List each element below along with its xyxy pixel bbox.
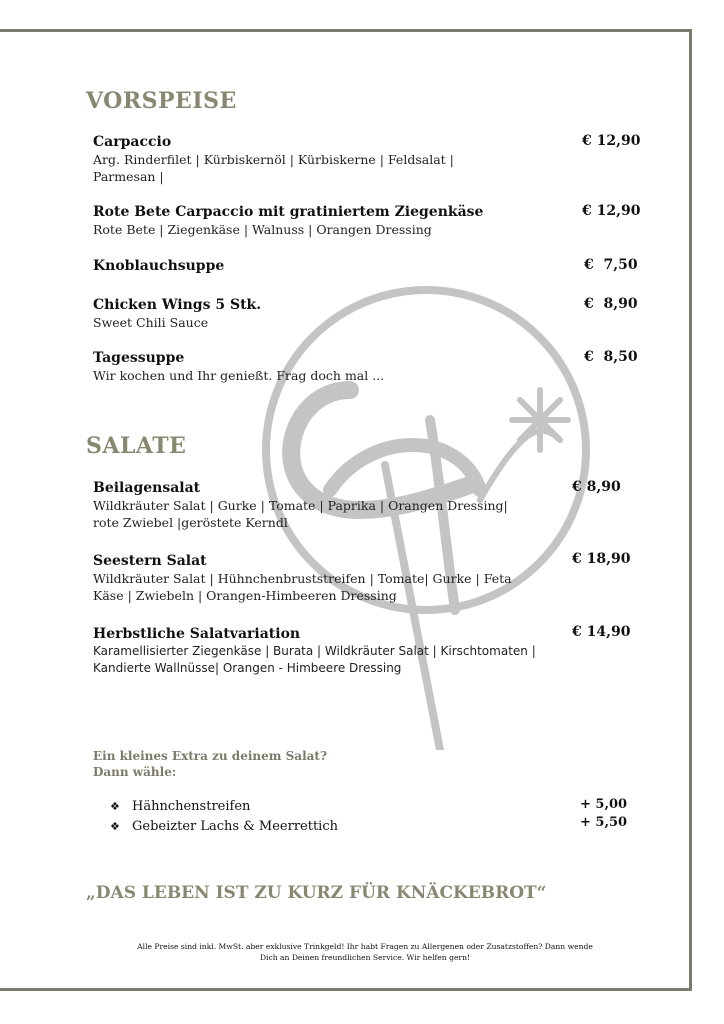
menu-item-name: Tagessuppe <box>93 350 185 366</box>
menu-item-name: Carpaccio <box>93 134 172 150</box>
extras-prices <box>580 796 627 832</box>
diamond-bullet-icon: ❖ <box>110 820 120 833</box>
menu-item-desc: Sweet Chili Sauce <box>93 315 209 330</box>
extras-question-line: Ein kleines Extra zu deinem Salat? <box>93 749 327 763</box>
menu-item-name: Beilagensalat <box>93 480 201 496</box>
list-item <box>110 797 338 817</box>
menu-item-price: € 8,50 <box>584 349 638 365</box>
menu-item-price: € 18,90 <box>572 551 631 567</box>
menu-item-price: € 12,90 <box>582 133 641 149</box>
menu-item <box>93 297 653 331</box>
menu-item <box>93 480 653 531</box>
extra-price: + 5,50 <box>580 815 628 830</box>
menu-item <box>93 204 653 238</box>
extra-name: Hähnchenstreifen <box>132 799 251 814</box>
menu-item-price: € 12,90 <box>582 203 641 219</box>
menu-item-desc: Arg. Rinderfilet | Kürbiskernöl | Kürbiskerne | Feldsalat | Parmesan | <box>93 152 454 184</box>
menu-item-price: € 8,90 <box>572 479 621 495</box>
menu-item <box>93 134 653 185</box>
diamond-bullet-icon: ❖ <box>110 800 120 813</box>
section-title-vorspeise: VORSPEISE <box>86 88 237 114</box>
menu-item-desc: Rote Bete | Ziegenkäse | Walnuss | Orangen Dressing <box>93 222 432 237</box>
menu-item-price: € 8,90 <box>584 296 638 312</box>
extras-question-line: Dann wähle: <box>93 765 177 779</box>
extra-name: Gebeizter Lachs & Meerrettich <box>132 819 338 834</box>
menu-item-price: € 14,90 <box>572 624 631 640</box>
extras-list <box>110 797 338 837</box>
menu-item-name: Chicken Wings 5 Stk. <box>93 297 262 313</box>
footer-line: Dich an Deinen freundlichen Service. Wir helfen gern! <box>259 953 471 962</box>
menu-item-name: Herbstliche Salatvariation <box>93 626 301 642</box>
menu-item-desc: Karamellisierter Ziegenkäse | Burata | Wildkräuter Salat | Kirschtomaten | Kandierte Wallnüsse| Orangen - Himbeere Dressing <box>93 644 536 675</box>
list-item <box>110 817 338 837</box>
menu-item-desc: Wildkräuter Salat | Gurke | Tomate | Paprika | Orangen Dressing| rote Zwiebel |geröstete Kerndl <box>93 498 508 530</box>
menu-item-name: Rote Bete Carpaccio mit gratiniertem Ziegenkäse <box>93 204 484 220</box>
extras-question <box>93 748 327 780</box>
menu-item <box>93 553 653 604</box>
footer-note <box>80 941 650 963</box>
menu-item-price: € 7,50 <box>584 257 638 273</box>
section-title-salate: SALATE <box>86 433 187 459</box>
menu-item <box>93 626 653 677</box>
menu-item-desc: Wildkräuter Salat | Hühnchenbruststreifen | Tomate| Gurke | Feta Käse | Zwiebeln | Orangen-Himbeeren Dressing <box>93 571 512 603</box>
slogan-quote: „DAS LEBEN IST ZU KURZ FÜR KNÄCKEBROT“ <box>86 883 547 903</box>
menu-item-name: Knoblauchsuppe <box>93 258 225 274</box>
menu-item <box>93 258 653 274</box>
menu-item-name: Seestern Salat <box>93 553 207 569</box>
menu-item-desc: Wir kochen und Ihr genießt. Frag doch mal ... <box>93 368 385 383</box>
extra-price: + 5,00 <box>580 797 628 812</box>
menu-item <box>93 350 653 384</box>
footer-line: Alle Preise sind inkl. MwSt. aber exklusive Trinkgeld! Ihr habt Fragen zu Allergenen oder Zusatzstoffen? Dann wende <box>137 942 593 951</box>
